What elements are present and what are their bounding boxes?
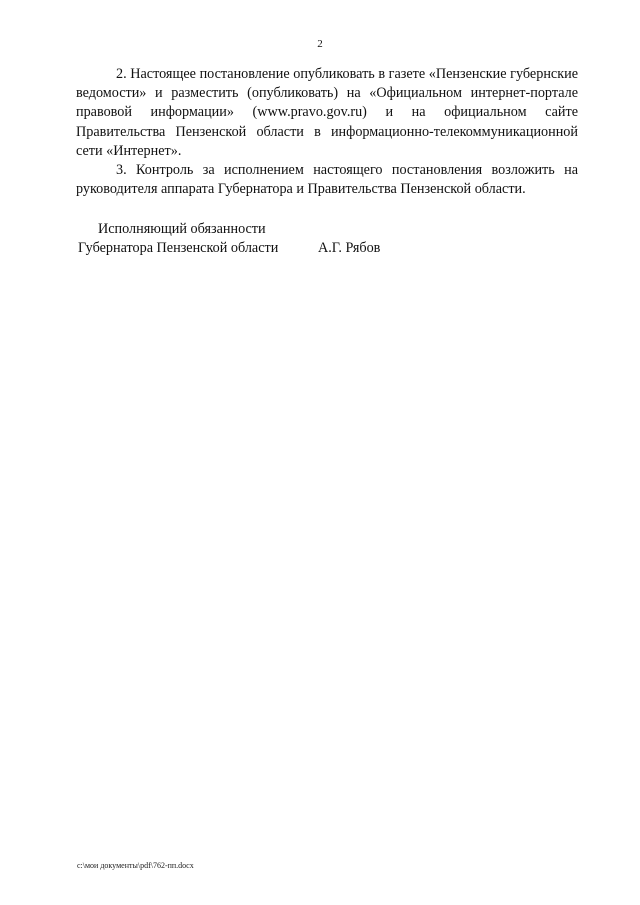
paragraph-publication: 2. Настоящее постановление опубликовать в газете «Пензенские губернские ведомости» и разместить (опубликовать) на «Официальном интернет-портале правовой информации» (www.pravo.gov.ru) и на официальном сайте Правительства Пензенской области в информационно-телекоммуникационной сети «Интернет». [76,66,578,159]
page-number: 2 [317,38,323,50]
document-body [76,65,578,199]
signatory-role-line-2: Губернатора Пензенской области [78,240,279,256]
signatory-name: А.Г. Рябов [318,240,381,256]
paragraph-control: 3. Контроль за исполнением настоящего постановления возложить на руководителя аппарата Губернатора и Правительства Пензенской области. [76,162,578,198]
signatory-role-line-1: Исполняющий обязанности [98,221,266,237]
footer-file-path: c:\мои документы\pdf\762-пп.docx [77,861,194,870]
